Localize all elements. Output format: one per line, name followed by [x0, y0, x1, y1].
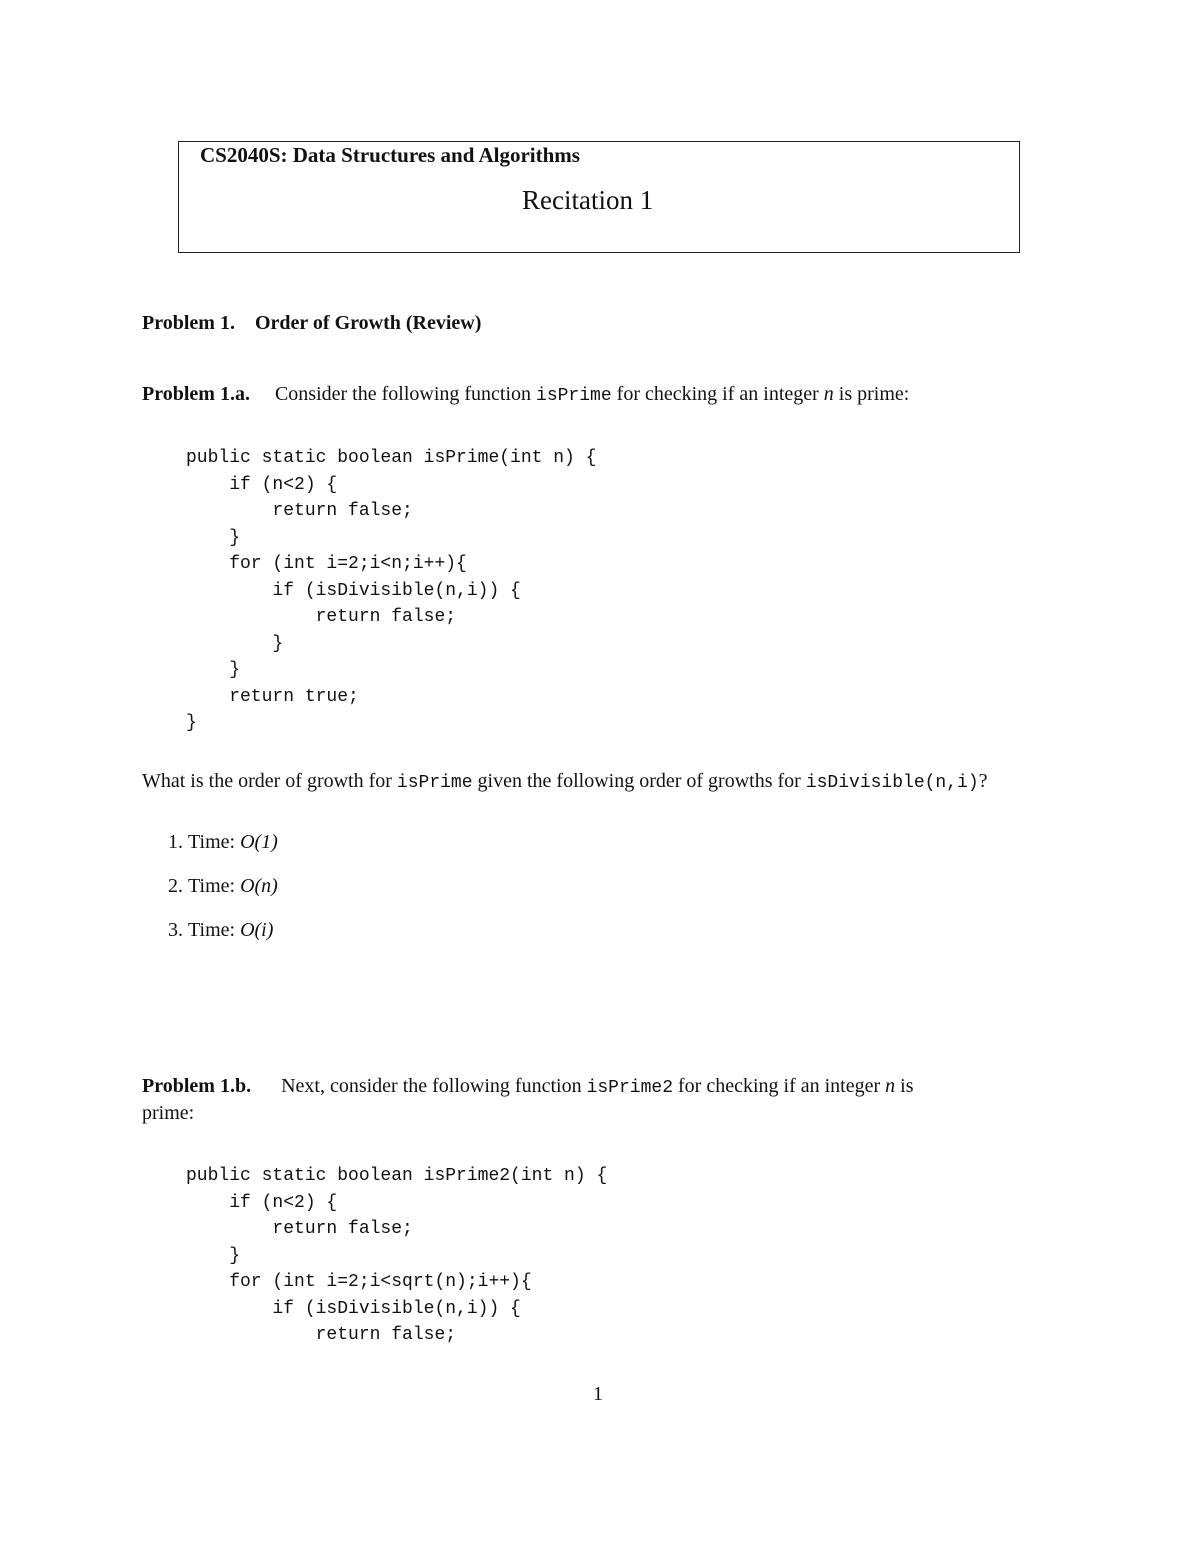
recitation-title: Recitation 1 — [522, 185, 654, 215]
function-name: isPrime — [536, 386, 612, 406]
list-item-value: O(1) — [240, 831, 278, 853]
list-item-number: 3. — [168, 919, 183, 941]
problem-1b-text-2: for checking if an integer — [673, 1075, 886, 1097]
problem-1-label: Problem 1. — [142, 312, 235, 334]
list-item — [168, 831, 278, 854]
problem-1b-statement — [142, 1075, 1060, 1098]
problem-1a-label: Problem 1.a. — [142, 383, 250, 405]
code-block-isprime2: public static boolean isPrime2(int n) { if (n<2) { return false; } for (int i=2;i<sqrt(n);i++){ if (isDivisible(n,i)) { return false; — [186, 1166, 608, 1345]
problem-1a-statement — [142, 383, 909, 406]
problem-1a-text-3: is prime: — [833, 383, 910, 405]
problem-1a-text-2: for checking if an integer — [611, 383, 824, 405]
variable-n: n — [885, 1075, 896, 1097]
list-item-number: 2. — [168, 875, 183, 897]
problem-1-heading — [142, 312, 481, 335]
list-item — [168, 919, 273, 942]
problem-1a-question — [142, 770, 988, 793]
page-number: 1 — [593, 1383, 603, 1405]
question-call: isDivisible(n,i) — [805, 773, 979, 793]
problem-1b-label: Problem 1.b. — [142, 1075, 252, 1097]
question-mark: ? — [978, 770, 988, 792]
problem-1a-text: Consider the following function — [274, 383, 537, 405]
code-block-isprime: public static boolean isPrime(int n) { if (n<2) { return false; } for (int i=2;i<n;i++){ if (isDivisible(n,i)) { return false; } } return true; } — [186, 448, 597, 733]
list-item-value: O(i) — [240, 919, 274, 941]
question-text: What is the order of growth for — [142, 770, 397, 792]
problem-1-title: Order of Growth (Review) — [254, 312, 482, 334]
list-item-value: O(n) — [240, 875, 278, 897]
list-item — [168, 875, 278, 898]
course-title: CS2040S: Data Structures and Algorithms — [200, 143, 580, 167]
list-item-label: Time: — [188, 875, 241, 897]
question-function-name: isPrime — [396, 773, 473, 793]
list-item-label: Time: — [188, 919, 241, 941]
list-item-label: Time: — [188, 831, 241, 853]
question-text-2: given the following order of growths for — [472, 770, 806, 792]
list-item-number: 1. — [168, 831, 183, 853]
variable-n: n — [823, 383, 834, 405]
function-name: isPrime2 — [586, 1078, 673, 1098]
problem-1b-text: Next, consider the following function — [281, 1075, 587, 1097]
problem-1b-text-3: is — [895, 1075, 914, 1097]
problem-1b-statement-line-2: prime: — [142, 1102, 195, 1124]
